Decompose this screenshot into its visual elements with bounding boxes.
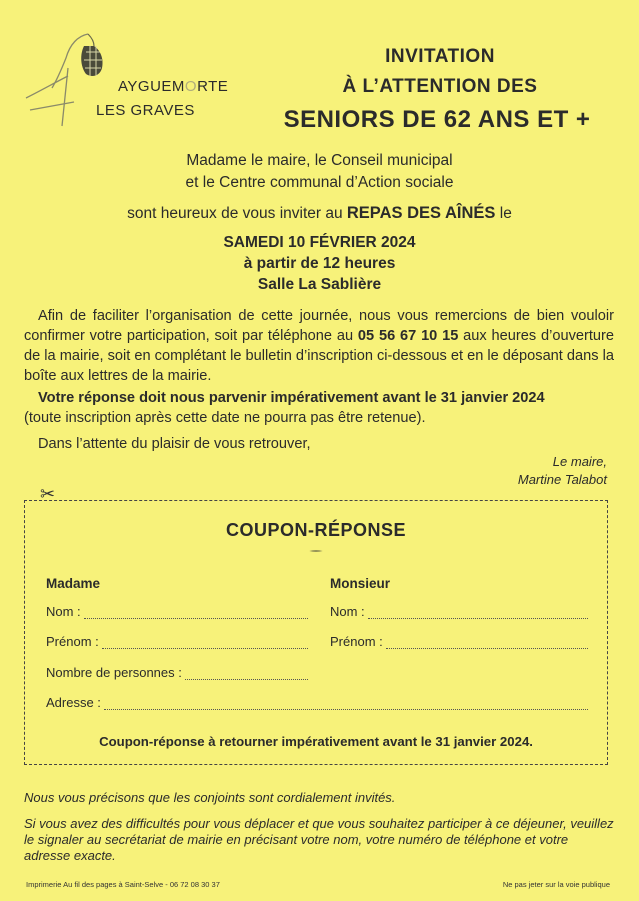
scissors-icon: ✂	[40, 484, 56, 504]
paragraph-closing: Dans l’attente du plaisir de vous retrouver,	[38, 436, 311, 452]
phone-number: 05 56 67 10 15	[357, 328, 459, 344]
address-field[interactable]: Adresse :	[46, 695, 588, 710]
printer-credit: Imprimerie Au fil des pages à Saint-Selve - 06 72 08 30 37	[26, 880, 220, 889]
event-name: REPAS DES AÎNÉS	[346, 204, 496, 222]
title-seniors: SENIORS DE 62 ANS ET +	[283, 106, 591, 133]
signature-name: Martine Talabot	[517, 472, 607, 487]
persons-count-field[interactable]: Nombre de personnes :	[46, 665, 308, 680]
logo-text-part1: AYGUEM	[118, 78, 185, 95]
footer-mobility-note: Si vous avez des difficultés pour vous déplacer et que vous souhaitez participer à ce déjeuner, veuillez le signaler au secrétariat de mairie en précisant votre nom, votre numéro de téléphone et votre adresse exacte.	[24, 816, 614, 863]
paragraph-participation: Afin de faciliter l’organisation de cette journée, nous vous remercions de bien vouloir confirmer votre participation, soit par téléphone au 05 56 67 10 15 aux heures d’ouverture de la mairie, soit en complétant le bulletin d’inscription ci-dessous et en le déposant dans la boîte aux lettres de la mairie.	[24, 308, 614, 384]
divider-ornament-icon	[296, 550, 336, 552]
madame-prenom-field[interactable]: Prénom :	[46, 634, 308, 649]
footer-spouses-note: Nous vous précisons que les conjoints sont cordialement invités.	[24, 790, 396, 805]
intro-line2: et le Centre communal d’Action sociale	[185, 174, 454, 191]
coupon-madame-heading: Madame	[46, 576, 101, 591]
monsieur-prenom-field[interactable]: Prénom :	[330, 634, 588, 649]
logo-text-accent: O	[184, 78, 198, 95]
logo-text-line2: LES GRAVES	[96, 102, 195, 119]
event-time: à partir de 12 heures	[243, 255, 396, 272]
logo-text-part2: RTE	[197, 78, 229, 95]
title-attention: À L’ATTENTION DES	[342, 76, 538, 97]
paragraph-deadline: Votre réponse doit nous parvenir impérativement avant le 31 janvier 2024 (toute inscription après cette date ne pourra pas être retenue).	[24, 390, 545, 426]
coupon-title: COUPON-RÉPONSE	[225, 520, 407, 540]
monsieur-nom-field[interactable]: Nom :	[330, 604, 588, 619]
madame-nom-field[interactable]: Nom :	[46, 604, 308, 619]
intro-line1: Madame le maire, le Conseil municipal	[186, 152, 453, 169]
title-invitation: INVITATION	[385, 46, 495, 67]
event-place: Salle La Sablière	[257, 276, 382, 293]
public-notice: Ne pas jeter sur la voie publique	[502, 880, 610, 889]
event-date: SAMEDI 10 FÉVRIER 2024	[223, 234, 416, 251]
coupon-monsieur-heading: Monsieur	[330, 576, 391, 591]
town-logo	[22, 28, 232, 138]
signature-role: Le maire,	[552, 454, 607, 469]
intro-line3: sont heureux de vous inviter au REPAS DES AÎNÉS le	[127, 204, 512, 222]
coupon-return-note: Coupon-réponse à retourner impérativement avant le 31 janvier 2024.	[99, 734, 533, 749]
